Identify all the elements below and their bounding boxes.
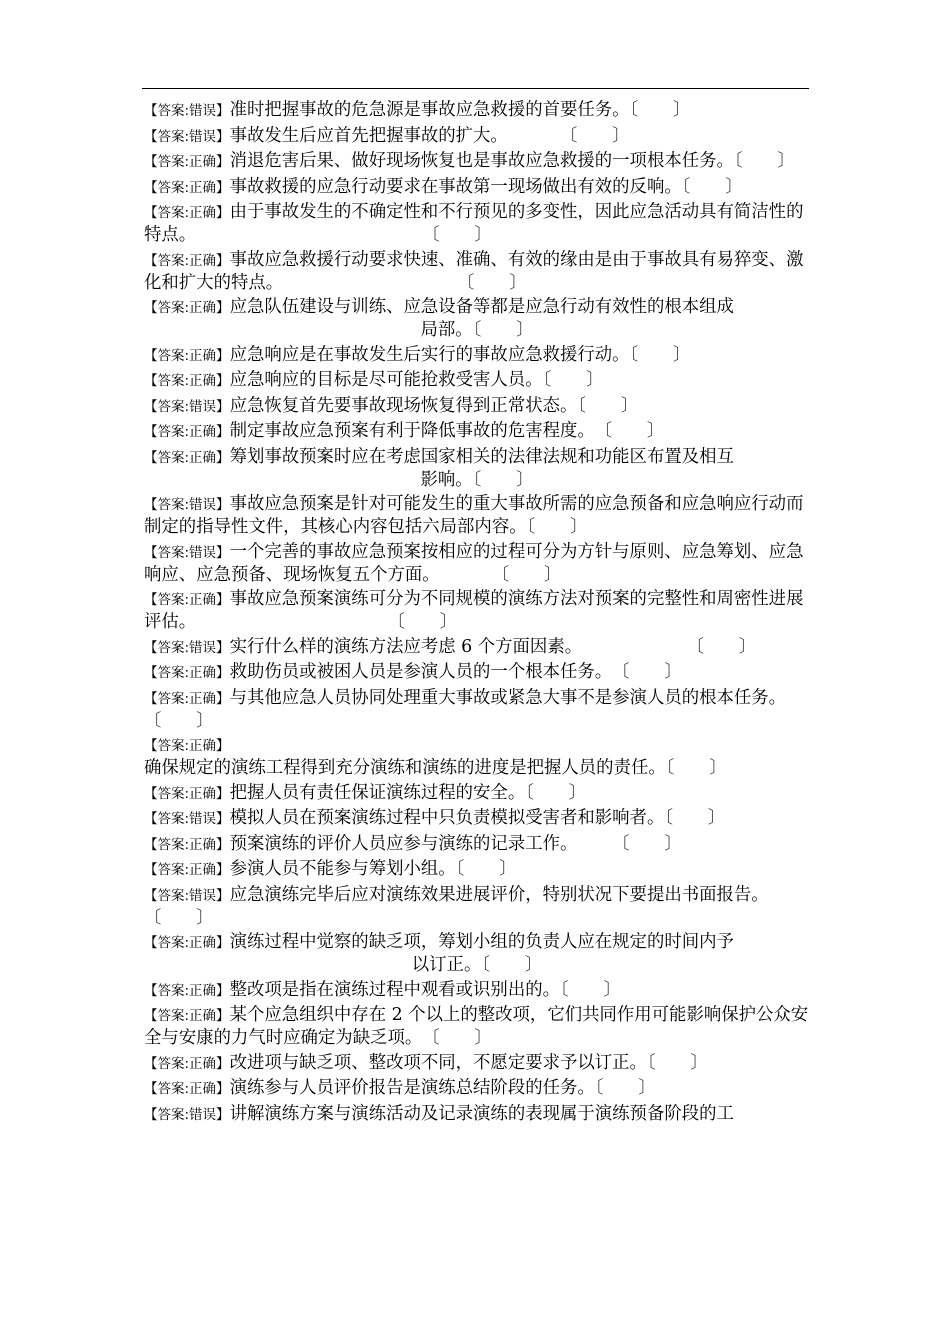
answer-tag: 【答案:错误】 <box>144 497 230 513</box>
question-text: 参演人员不能参与筹划小组。〔 〕 <box>229 859 517 879</box>
question-text: 某个应急组织中存在 2 个以上的整改项，它们共同作用可能影响保护公众安全与安康的力气时应确定为缺乏项。 〔 〕 <box>144 1005 809 1048</box>
question-text: 确保规定的演练工程得到充分演练和演练的进度是把握人员的责任。〔 〕 <box>144 758 727 778</box>
list-item <box>144 1052 810 1078</box>
question-text: 事故应急预案演练可分为不同规模的演练方法对预案的完整性和周密性进展评估。 〔 〕 <box>144 589 804 632</box>
answer-tag: 【答案:正确】 <box>144 449 230 466</box>
answer-tag: 【答案:正确】 <box>144 300 230 316</box>
answer-tag: 【答案:错误】 <box>144 639 230 656</box>
list-item <box>144 493 810 541</box>
list-item <box>144 833 810 859</box>
answer-tag: 【答案:正确】 <box>144 862 230 878</box>
list-item <box>144 344 810 370</box>
answer-tag: 【答案:正确】 <box>144 982 230 999</box>
answer-tag: 【答案:正确】 <box>144 252 230 269</box>
list-item <box>144 201 810 249</box>
question-text: 一个完善的事故应急预案按相应的过程可分为方针与原则、应急筹划、应急响应、应急预备、现场恢复五个方面。 〔 〕 <box>144 541 804 585</box>
list-item <box>144 296 810 344</box>
list-item <box>144 176 810 202</box>
question-text: 演练过程中觉察的缺乏项，筹划小组的负责人应在规定的时间内予 <box>229 932 734 952</box>
question-continuation: 局部。〔 〕 <box>420 320 534 340</box>
question-text: 整改项是指在演练过程中观看或识别出的。〔 〕 <box>229 979 621 1000</box>
list-item <box>144 1004 810 1052</box>
answer-tag: 【答案:正确】 <box>144 424 230 440</box>
question-text: 由于事故发生的不确定性和不行预见的多变性，因此应急活动具有简洁性的特点。 〔 〕 <box>144 202 804 245</box>
list-item <box>144 588 810 636</box>
question-text: 事故应急救援行动要求快速、准确、有效的缘由是由于事故具有易猝变、激化和扩大的特点。 〔 〕 <box>144 249 804 293</box>
list-item <box>144 446 810 494</box>
list-item <box>144 369 810 395</box>
question-text: 应急队伍建设与训练、应急设备等都是应急行动有效性的根本组成 <box>229 297 734 317</box>
question-text: 消退危害后果、做好现场恢复也是事故应急救援的一项根本任务。〔 〕 <box>229 151 795 171</box>
list-item <box>144 249 810 297</box>
question-text: 把握人员有责任保证演练过程的安全。〔 〕 <box>229 782 587 803</box>
list-item <box>144 636 810 662</box>
question-text: 模拟人员在预案演练过程中只负责模拟受害者和影响者。〔 〕 <box>229 808 726 828</box>
question-list <box>144 99 810 1128</box>
question-text: 事故救援的应急行动要求在事故第一现场做出有效的反响。〔 〕 <box>229 176 743 197</box>
question-text: 事故应急预案是针对可能发生的重大事故所需的应急预备和应急响应行动而制定的指导性文件，其核心内容包括六局部内容。〔 〕 <box>144 494 804 537</box>
list-item <box>144 99 810 125</box>
list-item <box>144 931 810 979</box>
answer-tag: 【答案:正确】 <box>144 935 230 951</box>
list-item <box>144 858 810 884</box>
question-text: 筹划事故预案时应在考虑国家相关的法律法规和功能区布置及相互 <box>229 446 734 467</box>
answer-tag: 【答案:错误】 <box>144 128 230 145</box>
list-item <box>144 1077 810 1103</box>
question-text: 事故发生后应首先把握事故的扩大。 〔 〕 <box>229 125 630 146</box>
question-text: 准时把握事故的危急源是事故应急救援的首要任务。〔 〕 <box>229 100 691 120</box>
list-item <box>144 395 810 421</box>
list-item <box>144 807 810 833</box>
top-rule <box>142 88 809 89</box>
answer-tag: 【答案:正确】 <box>144 205 230 221</box>
answer-tag: 【答案:正确】 <box>144 738 230 754</box>
answer-tag: 【答案:正确】 <box>144 1008 230 1024</box>
answer-tag: 【答案:正确】 <box>144 179 230 196</box>
answer-tag: 【答案:错误】 <box>144 887 230 904</box>
list-item <box>144 884 810 932</box>
answer-tag: 【答案:正确】 <box>144 592 230 608</box>
list-item <box>144 979 810 1005</box>
answer-tag: 【答案:正确】 <box>144 785 230 802</box>
question-text: 应急响应的目标是尽可能抢救受害人员。〔 〕 <box>229 370 604 390</box>
answer-tag: 【答案:错误】 <box>144 103 230 119</box>
answer-tag: 【答案:正确】 <box>144 373 230 389</box>
list-item <box>144 687 810 735</box>
question-text: 应急响应是在事故发生后实行的事故应急救援行动。〔 〕 <box>229 344 691 365</box>
question-text: 制定事故应急预案有利于降低事故的危害程度。 〔 〕 <box>229 421 665 441</box>
question-text: 应急恢复首先要事故现场恢复得到正常状态。〔 〕 <box>229 395 639 416</box>
answer-tag: 【答案:正确】 <box>144 836 230 853</box>
answer-tag: 【答案:正确】 <box>144 1055 230 1072</box>
question-text: 应急演练完毕后应对演练效果进展评价，特别状况下要提出书面报告。〔 〕 <box>144 884 769 928</box>
list-item <box>144 661 810 687</box>
answer-tag: 【答案:正确】 <box>144 154 230 170</box>
answer-tag: 【答案:错误】 <box>144 398 230 415</box>
question-text: 救助伤员或被困人员是参演人员的一个根本任务。 〔 〕 <box>229 662 682 682</box>
question-continuation: 影响。〔 〕 <box>420 469 534 490</box>
answer-tag: 【答案:错误】 <box>144 544 230 561</box>
list-item <box>144 734 810 782</box>
list-item <box>144 420 810 446</box>
question-text: 改进项与缺乏项、整改项不同，不愿定要求予以订正。〔 〕 <box>229 1052 708 1073</box>
list-item <box>144 150 810 176</box>
list-item <box>144 125 810 151</box>
list-item <box>144 541 810 589</box>
list-item <box>144 782 810 808</box>
question-text: 演练参与人员评价报告是演练总结阶段的任务。〔 〕 <box>229 1078 656 1098</box>
question-continuation: 以订正。〔 〕 <box>411 955 543 975</box>
answer-tag: 【答案:正确】 <box>144 347 230 364</box>
question-text: 讲解演练方案与演练活动及记录演练的表现属于演练预备阶段的工 <box>229 1103 734 1124</box>
list-item <box>144 1103 810 1129</box>
answer-tag: 【答案:错误】 <box>144 1106 230 1123</box>
question-text: 与其他应急人员协同处理重大事故或紧急大事不是参演人员的根本任务。〔 〕 <box>144 687 787 731</box>
answer-tag: 【答案:正确】 <box>144 1081 230 1097</box>
answer-tag: 【答案:正确】 <box>144 665 230 681</box>
answer-tag: 【答案:错误】 <box>144 811 230 827</box>
question-text: 实行什么样的演练方法应考虑 6 个方面因素。 〔 〕 <box>229 636 757 657</box>
question-text: 预案演练的评价人员应参与演练的记录工作。 〔 〕 <box>229 833 682 854</box>
answer-tag: 【答案:正确】 <box>144 690 230 707</box>
